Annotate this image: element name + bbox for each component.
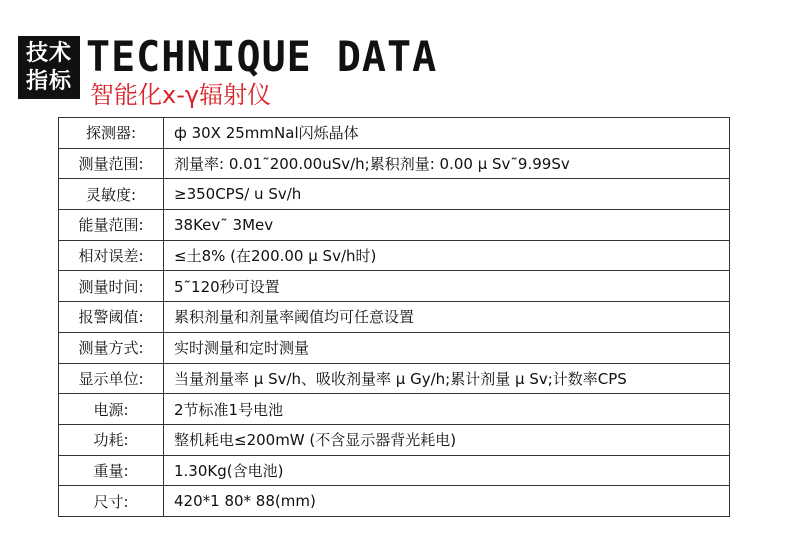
spec-value: 整机耗电≤200mW (不含显示器背光耗电) [164, 424, 730, 455]
spec-label: 重量: [59, 455, 164, 486]
spec-value: ≤土8% (在200.00 μ Sv/h时) [164, 240, 730, 271]
table-row [59, 486, 730, 517]
spec-label: 测量时间: [59, 271, 164, 302]
spec-label: 尺寸: [59, 486, 164, 517]
spec-label: 功耗: [59, 424, 164, 455]
table-row [59, 118, 730, 149]
table-row [59, 424, 730, 455]
spec-label: 报警阈值: [59, 302, 164, 333]
table-row [59, 148, 730, 179]
table-row [59, 210, 730, 241]
page-header [0, 0, 790, 110]
badge-line-2: 指标 [25, 68, 72, 94]
spec-value: 420*1 80* 88(mm) [164, 486, 730, 517]
spec-label: 电源: [59, 394, 164, 425]
table-row [59, 179, 730, 210]
spec-value: 1.30Kg(含电池) [164, 455, 730, 486]
table-row [59, 332, 730, 363]
spec-label: 相对误差: [59, 240, 164, 271]
page-title-english: TECHNIQUE DATA [86, 33, 438, 82]
table-row [59, 271, 730, 302]
table-row [59, 394, 730, 425]
spec-value: ф 30X 25mmNal闪烁晶体 [164, 118, 730, 149]
spec-table [58, 117, 730, 517]
spec-value: 5˜120秒可设置 [164, 271, 730, 302]
spec-label: 测量范围: [59, 148, 164, 179]
badge-line-1: 技术 [25, 40, 72, 66]
table-row [59, 455, 730, 486]
spec-label: 测量方式: [59, 332, 164, 363]
spec-value: 38Kev˜ 3Mev [164, 210, 730, 241]
spec-value: ≥350CPS/ u Sv/h [164, 179, 730, 210]
table-row [59, 302, 730, 333]
tech-specs-badge [18, 36, 80, 99]
spec-label: 探测器: [59, 118, 164, 149]
spec-value: 累积剂量和剂量率阈值均可任意设置 [164, 302, 730, 333]
spec-value: 当量剂量率 μ Sv/h、吸收剂量率 μ Gy/h;累计剂量 μ Sv;计数率CPS [164, 363, 730, 394]
spec-label: 灵敏度: [59, 179, 164, 210]
page-title-chinese: 智能化x-γ辐射仪 [90, 81, 272, 109]
spec-value: 剂量率: 0.01˜200.00uSv/h;累积剂量: 0.00 μ Sv˜9.99Sv [164, 148, 730, 179]
table-row [59, 363, 730, 394]
spec-value: 2节标准1号电池 [164, 394, 730, 425]
table-row [59, 240, 730, 271]
spec-label: 能量范围: [59, 210, 164, 241]
spec-value: 实时测量和定时测量 [164, 332, 730, 363]
spec-label: 显示单位: [59, 363, 164, 394]
